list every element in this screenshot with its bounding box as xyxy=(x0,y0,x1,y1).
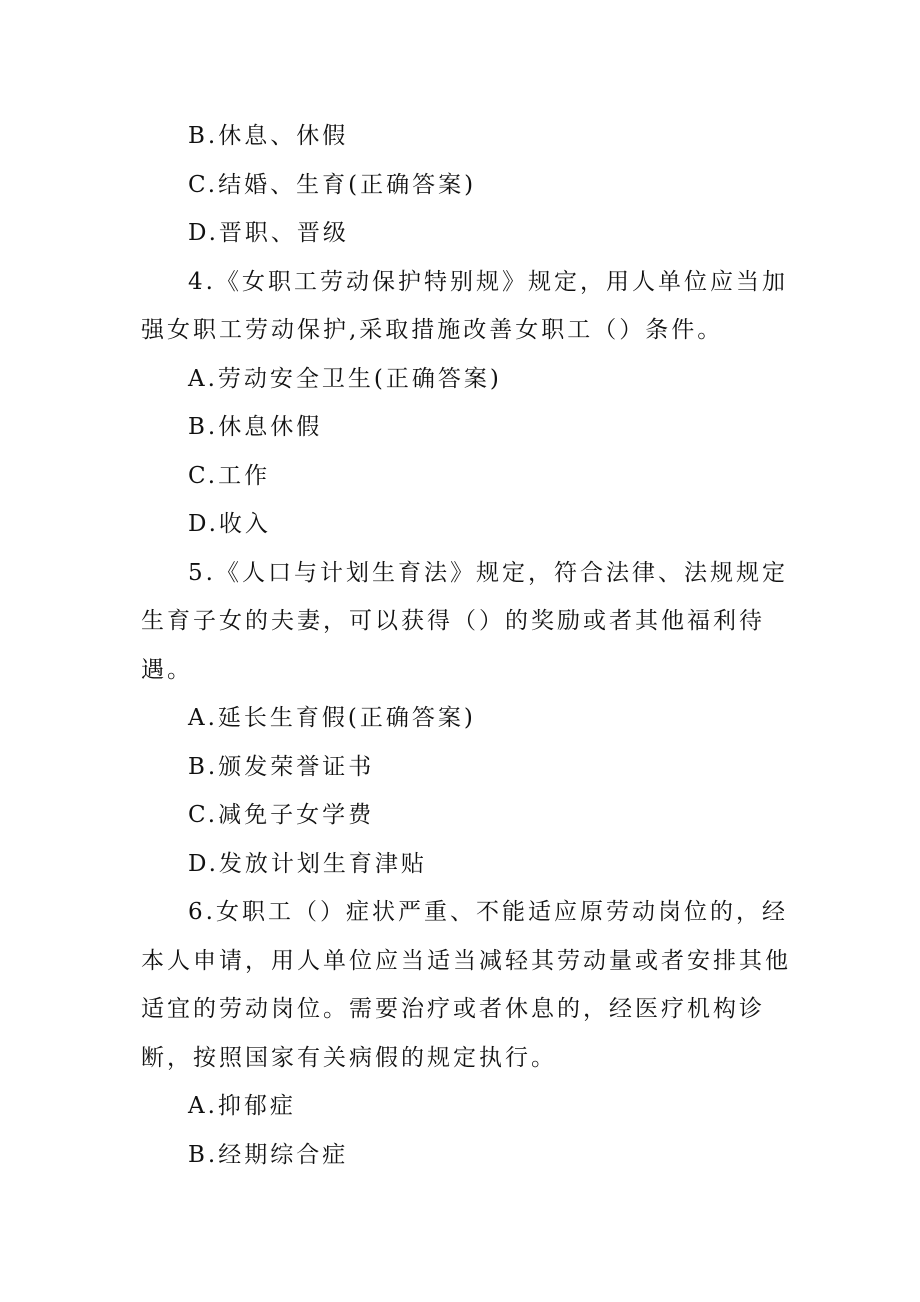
option-4c: C.工作 xyxy=(188,462,271,489)
question-5-line-3: 遇。 xyxy=(141,656,193,683)
question-4-line-2: 强女职工劳动保护,采取措施改善女职工（）条件。 xyxy=(141,317,724,343)
option-6a: A.抑郁症 xyxy=(188,1093,296,1119)
question-4-line-1: 4.《女职工劳动保护特别规》规定，用人单位应当加 xyxy=(188,268,788,295)
question-5-line-1: 5.《人口与计划生育法》规定，符合法律、法规规定 xyxy=(188,559,788,586)
option-3d: D.晋职、晋级 xyxy=(188,220,349,246)
option-5a: A.延长生育假(正确答案) xyxy=(188,705,476,731)
document-content xyxy=(141,112,791,1179)
question-6-line-1: 6.女职工（）症状严重、不能适应原劳动岗位的，经 xyxy=(188,899,788,925)
option-4a: A.劳动安全卫生(正确答案) xyxy=(188,365,502,392)
option-3c: C.结婚、生育(正确答案) xyxy=(188,171,477,198)
option-5b: B.颁发荣誉证书 xyxy=(188,753,375,780)
question-5-line-2: 生育子女的夫妻，可以获得（）的奖励或者其他福利待 xyxy=(141,608,765,634)
option-3b: B.休息、休假 xyxy=(188,123,349,149)
question-6-line-4: 断，按照国家有关病假的规定执行。 xyxy=(141,1044,557,1071)
option-5c: C.减免子女学费 xyxy=(188,802,375,828)
option-4b: B.休息休假 xyxy=(188,414,323,440)
option-4d: D.收入 xyxy=(188,511,271,537)
option-5d: D.发放计划生育津贴 xyxy=(188,850,427,877)
question-6-line-2: 本人申请，用人单位应当适当减轻其劳动量或者安排其他 xyxy=(141,947,791,974)
option-6b: B.经期综合症 xyxy=(188,1141,349,1168)
question-6-line-3: 适宜的劳动岗位。需要治疗或者休息的，经医疗机构诊 xyxy=(141,996,765,1022)
